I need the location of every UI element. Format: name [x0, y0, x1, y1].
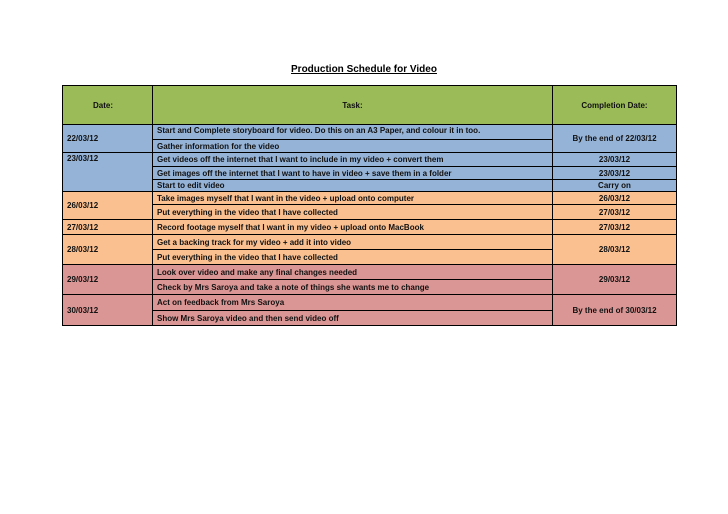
page-title: Production Schedule for Video — [291, 64, 437, 75]
table-row — [63, 205, 677, 220]
completion-cell: 27/03/12 — [553, 205, 677, 220]
completion-cell: Carry on — [553, 180, 677, 192]
header-row — [63, 86, 677, 125]
date-cell: 26/03/12 — [63, 192, 153, 220]
table-row — [63, 180, 677, 192]
task-cell: Look over video and make any final changes needed — [153, 265, 553, 280]
date-cell: 30/03/12 — [63, 295, 153, 326]
table-row — [63, 295, 677, 311]
task-cell: Show Mrs Saroya video and then send video off — [153, 311, 553, 326]
completion-cell: 29/03/12 — [553, 265, 677, 295]
task-cell: Record footage myself that I want in my video + upload onto MacBook — [153, 220, 553, 235]
task-cell: Get a backing track for my video + add it into video — [153, 235, 553, 250]
completion-cell: By the end of 22/03/12 — [553, 125, 677, 153]
task-cell: Put everything in the video that I have collected — [153, 250, 553, 265]
task-cell: Start and Complete storyboard for video. Do this on an A3 Paper, and colour it in too. — [153, 125, 553, 140]
completion-cell: 23/03/12 — [553, 167, 677, 180]
task-cell: Start to edit video — [153, 180, 553, 192]
table-row — [63, 220, 677, 235]
completion-cell: 27/03/12 — [553, 220, 677, 235]
completion-cell: 23/03/12 — [553, 153, 677, 167]
header-date: Date: — [63, 86, 153, 125]
task-cell: Gather information for the video — [153, 140, 553, 153]
date-cell: 23/03/12 — [63, 153, 153, 192]
task-cell: Take images myself that I want in the video + upload onto computer — [153, 192, 553, 205]
date-cell: 29/03/12 — [63, 265, 153, 295]
date-cell: 22/03/12 — [63, 125, 153, 153]
table-row — [63, 167, 677, 180]
task-cell: Put everything in the video that I have collected — [153, 205, 553, 220]
completion-cell: By the end of 30/03/12 — [553, 295, 677, 326]
completion-cell: 28/03/12 — [553, 235, 677, 265]
table-row — [63, 153, 677, 167]
completion-cell: 26/03/12 — [553, 192, 677, 205]
schedule-table — [62, 85, 677, 326]
task-cell: Get videos off the internet that I want to include in my video + convert them — [153, 153, 553, 167]
header-task: Task: — [153, 86, 553, 125]
date-cell: 28/03/12 — [63, 235, 153, 265]
table-row — [63, 125, 677, 140]
task-cell: Get images off the internet that I want to have in video + save them in a folder — [153, 167, 553, 180]
date-cell: 27/03/12 — [63, 220, 153, 235]
header-completion: Completion Date: — [553, 86, 677, 125]
table-row — [63, 192, 677, 205]
task-cell: Check by Mrs Saroya and take a note of things she wants me to change — [153, 280, 553, 295]
table-row — [63, 235, 677, 250]
table-row — [63, 265, 677, 280]
task-cell: Act on feedback from Mrs Saroya — [153, 295, 553, 311]
